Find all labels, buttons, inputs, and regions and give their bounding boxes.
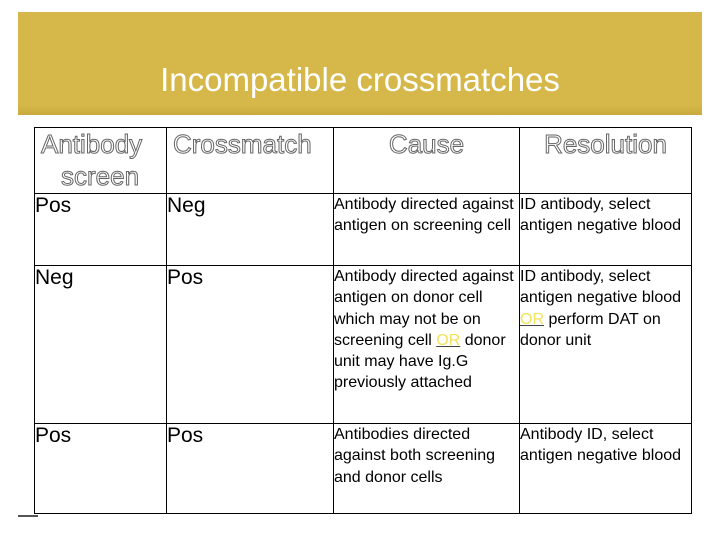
cell-resolution: Antibody ID, select antigen negative blood	[520, 424, 692, 514]
header-antibody-screen	[35, 128, 167, 194]
cell-screen: Neg	[35, 266, 167, 424]
table-header-row	[35, 128, 692, 194]
cell-resolution: ID antibody, select antigen negative blood	[520, 194, 692, 266]
header-resolution: Resolution	[520, 128, 692, 194]
resolution-or-highlight: OR	[520, 310, 544, 328]
cell-crossmatch: Pos	[167, 266, 334, 424]
cause-or-highlight: OR	[436, 331, 461, 349]
cell-screen: Pos	[35, 194, 167, 266]
cell-cause: Antibodies directed against both screening and donor cells	[334, 424, 520, 514]
header-antibody-line: Antibody	[41, 129, 143, 159]
cell-cause	[334, 266, 520, 424]
title-band	[18, 12, 702, 115]
resolution-text-a: ID antibody, select antigen negative blood	[520, 268, 682, 307]
cause-text-a: Antibody directed against antigen on donor cell which may not be on screening cell	[334, 268, 514, 349]
header-cause: Cause	[334, 128, 520, 194]
slide-title: Incompatible crossmatches	[160, 61, 560, 98]
header-crossmatch: Crossmatch	[167, 128, 334, 194]
cell-crossmatch: Pos	[167, 424, 334, 514]
table-row	[35, 266, 692, 424]
cell-screen: Pos	[35, 424, 167, 514]
cell-cause: Antibody directed against antigen on screening cell	[334, 194, 520, 266]
cell-crossmatch: Neg	[167, 194, 334, 266]
table-row	[35, 194, 692, 266]
cause-text-b: donor unit may have Ig.G previously attached	[334, 331, 506, 392]
crossmatch-table	[34, 127, 692, 514]
header-screen-line: screen	[61, 161, 140, 191]
footer-line	[18, 515, 38, 517]
title-band-shadow	[18, 105, 702, 115]
cell-resolution	[520, 266, 692, 424]
table-row	[35, 424, 692, 514]
resolution-text-b: perform DAT on donor unit	[520, 310, 661, 349]
